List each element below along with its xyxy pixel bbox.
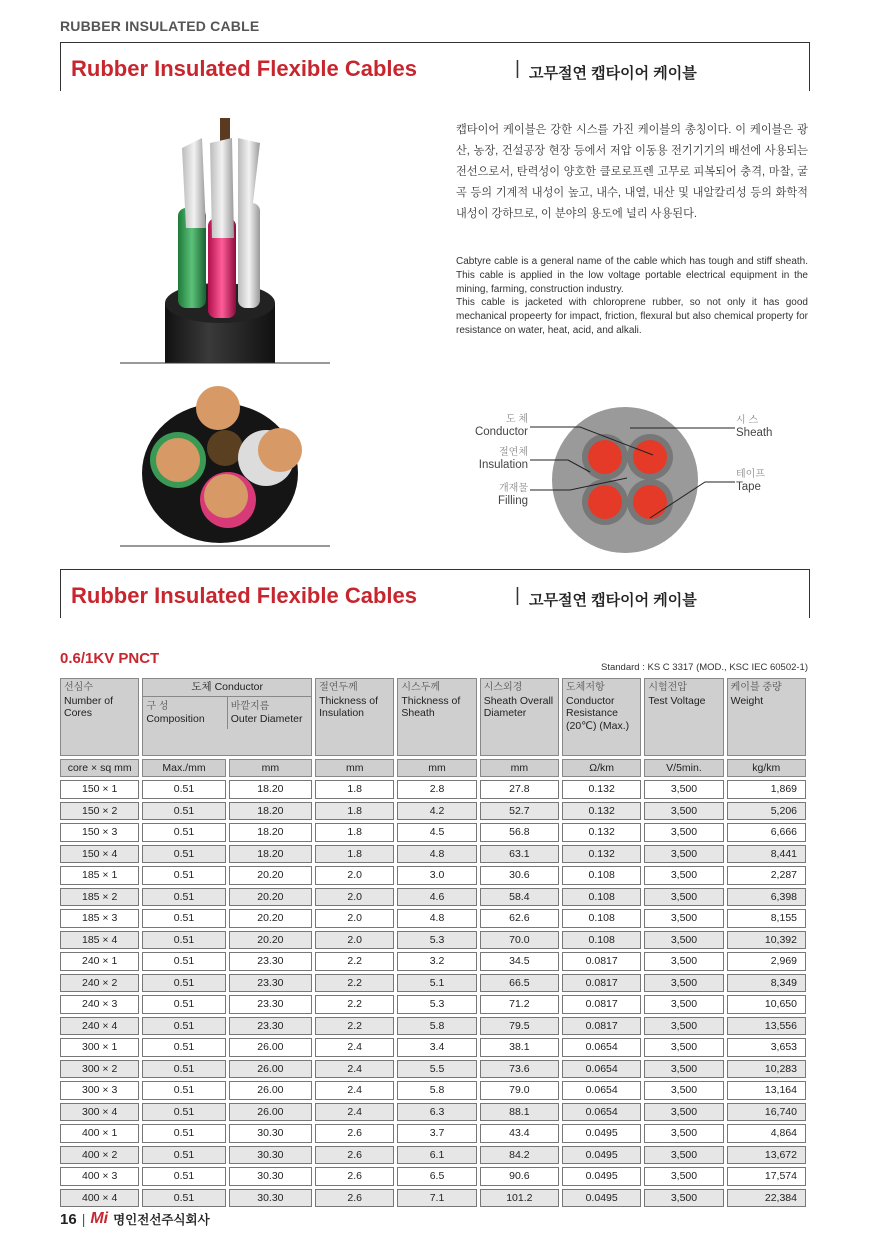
th-sheath-en: Thickness of Sheath <box>401 694 461 719</box>
table-row <box>60 909 806 928</box>
company-logo-icon: Mi <box>90 1210 109 1227</box>
table-cell: 0.0654 <box>562 1060 641 1079</box>
label-sheath <box>736 414 796 440</box>
table-cell: 4,864 <box>727 1124 806 1143</box>
table-cell: 0.51 <box>142 1017 225 1036</box>
table-cell: 0.51 <box>142 909 225 928</box>
th-composition-en: Composition <box>146 713 205 725</box>
label-insulation-ko: 절연체 <box>499 447 528 458</box>
th-conductor <box>142 678 312 756</box>
table-cell: 2.2 <box>315 974 394 993</box>
cable-photo <box>120 108 340 366</box>
table-cell: 3,500 <box>644 1146 723 1165</box>
table-cell: 18.20 <box>229 780 312 799</box>
table-cell: 185 × 4 <box>60 931 139 950</box>
title-separator: | <box>515 58 520 79</box>
table-cell: 185 × 1 <box>60 866 139 885</box>
table-row <box>60 888 806 907</box>
description-ko: 캡타이어 케이블은 강한 시스를 가진 케이블의 총칭이다. 이 케이블은 광산, 농장, 건설공장 현장 등에서 저압 이동용 전기기기의 배선에 사용되는 전선으로서, 탄력성이 양호한 클로로프렌 고무로 피복되어 충격, 마찰, 굴곡 등의 기계적 내성이 높고, 내수, 내열, 내산 및 내알칼리성 등의 화학적 내성이 강하므로, 이 분야의 용도에 널리 사용된다. <box>456 124 808 220</box>
th-overall-ko: 시스외경 <box>483 682 523 693</box>
table-cell: 0.51 <box>142 952 225 971</box>
core-conductor-3 <box>588 485 622 519</box>
table-cell: 0.51 <box>142 1103 225 1122</box>
unit-cell: V/5min. <box>644 759 723 777</box>
table-cell: 0.132 <box>562 823 641 842</box>
table-cell: 2.0 <box>315 909 394 928</box>
table-cell: 240 × 2 <box>60 974 139 993</box>
unit-cell: core × sq mm <box>60 759 139 777</box>
label-conductor-ko: 도 체 <box>505 414 528 425</box>
table-header-row <box>60 678 806 756</box>
table-cell: 3,500 <box>644 1060 723 1079</box>
table-body <box>60 780 806 1207</box>
table-cell: 90.6 <box>480 1167 559 1186</box>
table-cell: 0.0495 <box>562 1167 641 1186</box>
table-cell: 3,500 <box>644 1189 723 1208</box>
table-cell: 2.0 <box>315 931 394 950</box>
table-cell: 2.6 <box>315 1189 394 1208</box>
th-outer-ko: 바깥지름 <box>230 700 270 712</box>
table-cell: 8,349 <box>727 974 806 993</box>
table-cell: 0.0654 <box>562 1038 641 1057</box>
table-cell: 1.8 <box>315 845 394 864</box>
table-cell: 3,500 <box>644 1038 723 1057</box>
table-cell: 8,155 <box>727 909 806 928</box>
table-cell: 52.7 <box>480 802 559 821</box>
table-unit-row <box>60 759 806 777</box>
table-cell: 3.0 <box>397 866 476 885</box>
label-insulation-en: Insulation <box>478 459 528 471</box>
table-cell: 1.8 <box>315 780 394 799</box>
table-cell: 0.108 <box>562 931 641 950</box>
table-cell: 4.8 <box>397 909 476 928</box>
table-cell: 20.20 <box>229 888 312 907</box>
table-row <box>60 1103 806 1122</box>
table-cell: 0.0495 <box>562 1189 641 1208</box>
table-cell: 0.132 <box>562 845 641 864</box>
table-cell: 2.6 <box>315 1146 394 1165</box>
table-cell: 0.0495 <box>562 1124 641 1143</box>
table-cell: 0.51 <box>142 1124 225 1143</box>
table-cell: 0.0654 <box>562 1103 641 1122</box>
company-name: 명인전선주식회사 <box>113 1213 210 1227</box>
table-cell: 23.30 <box>229 995 312 1014</box>
table-cell: 3,500 <box>644 888 723 907</box>
table-cell: 150 × 4 <box>60 845 139 864</box>
table-cell: 5.8 <box>397 1081 476 1100</box>
label-tape-ko: 테이프 <box>736 469 765 480</box>
unit-cell: kg/km <box>727 759 806 777</box>
table-cell: 22,384 <box>727 1189 806 1208</box>
table-cell: 26.00 <box>229 1038 312 1057</box>
table-row <box>60 952 806 971</box>
table-cell: 0.51 <box>142 1189 225 1208</box>
th-sheath-ko: 시스두께 <box>401 682 441 693</box>
title-separator-2: | <box>515 585 520 606</box>
table-cell: 0.0817 <box>562 995 641 1014</box>
table-cell: 0.51 <box>142 1060 225 1079</box>
table-cell: 18.20 <box>229 802 312 821</box>
th-cores-ko: 선심수 <box>64 682 93 693</box>
table-cell: 185 × 3 <box>60 909 139 928</box>
table-cell: 0.108 <box>562 888 641 907</box>
table-cell: 3,500 <box>644 1081 723 1100</box>
table-cell: 30.30 <box>229 1167 312 1186</box>
table-row <box>60 1060 806 1079</box>
table-cell: 0.51 <box>142 823 225 842</box>
table-subtitle: 0.6/1KV PNCT <box>60 650 160 667</box>
table-cell: 18.20 <box>229 823 312 842</box>
table-cell: 2.4 <box>315 1081 394 1100</box>
table-cell: 23.30 <box>229 952 312 971</box>
table-cell: 0.51 <box>142 845 225 864</box>
table-row <box>60 1038 806 1057</box>
table-cell: 0.108 <box>562 909 641 928</box>
label-filling-en: Filling <box>497 495 528 507</box>
table-cell: 0.51 <box>142 866 225 885</box>
th-res-ko: 도체저항 <box>566 682 605 693</box>
table-cell: 10,283 <box>727 1060 806 1079</box>
th-volt <box>644 678 723 756</box>
th-composition-ko: 구 성 <box>146 700 169 712</box>
table-row <box>60 1146 806 1165</box>
th-cores <box>60 678 139 756</box>
table-cell: 70.0 <box>480 931 559 950</box>
table-cell: 0.51 <box>142 780 225 799</box>
table-cell: 0.51 <box>142 802 225 821</box>
description-en-2: This cable is jacketed with chloroprene rubber, so not only it has good mechanical propeerty for impact, friction, flexural but also chemical property for resistance on water, heat, acid, and alkali. <box>456 297 808 336</box>
th-volt-en: Test Voltage <box>648 694 706 707</box>
table-cell: 0.51 <box>142 1038 225 1057</box>
table-cell: 3,500 <box>644 909 723 928</box>
table-cell: 5.8 <box>397 1017 476 1036</box>
table-cell: 16,740 <box>727 1103 806 1122</box>
table-cell: 2.4 <box>315 1103 394 1122</box>
table-row <box>60 1017 806 1036</box>
th-cores-en: Number of Cores <box>64 694 114 719</box>
table-cell: 2.8 <box>397 780 476 799</box>
th-volt-ko: 시험전압 <box>648 682 687 693</box>
unit-cell: Ω/km <box>562 759 641 777</box>
table-cell: 150 × 1 <box>60 780 139 799</box>
table-cell: 4.8 <box>397 845 476 864</box>
table-cell: 2.6 <box>315 1167 394 1186</box>
table-cell: 13,164 <box>727 1081 806 1100</box>
table-row <box>60 995 806 1014</box>
table-cell: 5.3 <box>397 931 476 950</box>
table-cell: 3.4 <box>397 1038 476 1057</box>
unit-cell: mm <box>315 759 394 777</box>
table-cell: 3,500 <box>644 1017 723 1036</box>
table-cell: 400 × 3 <box>60 1167 139 1186</box>
table-cell: 2.2 <box>315 995 394 1014</box>
table-cell: 0.51 <box>142 974 225 993</box>
th-composition <box>143 697 227 729</box>
table-cell: 240 × 4 <box>60 1017 139 1036</box>
label-tape-en: Tape <box>736 481 761 493</box>
table-row <box>60 931 806 950</box>
table-cell: 7.1 <box>397 1189 476 1208</box>
table-cell: 20.20 <box>229 931 312 950</box>
label-conductor <box>470 413 528 439</box>
table-cell: 88.1 <box>480 1103 559 1122</box>
table-cell: 0.132 <box>562 780 641 799</box>
table-cell: 43.4 <box>480 1124 559 1143</box>
table-cell: 185 × 2 <box>60 888 139 907</box>
th-res-en: Conductor Resistance (20℃) (Max.) <box>566 694 630 732</box>
table-cell: 84.2 <box>480 1146 559 1165</box>
unit-cell: mm <box>397 759 476 777</box>
sheath-circle <box>552 407 698 553</box>
table-row <box>60 780 806 799</box>
footer <box>60 1210 210 1228</box>
table-cell: 38.1 <box>480 1038 559 1057</box>
table-cell: 101.2 <box>480 1189 559 1208</box>
table-cell: 150 × 2 <box>60 802 139 821</box>
th-conductor-title: 도체 Conductor <box>143 679 311 697</box>
table-cell: 30.6 <box>480 866 559 885</box>
table-cell: 18.20 <box>229 845 312 864</box>
table-cell: 17,574 <box>727 1167 806 1186</box>
table-cell: 400 × 2 <box>60 1146 139 1165</box>
unit-cell: Max./mm <box>142 759 225 777</box>
core-conductor-2 <box>633 440 667 474</box>
table-cell: 400 × 1 <box>60 1124 139 1143</box>
table-cell: 300 × 1 <box>60 1038 139 1057</box>
table-cell: 73.6 <box>480 1060 559 1079</box>
table-cell: 1.8 <box>315 802 394 821</box>
table-cell: 5.3 <box>397 995 476 1014</box>
table-row <box>60 802 806 821</box>
table-cell: 300 × 3 <box>60 1081 139 1100</box>
table-cell: 20.20 <box>229 866 312 885</box>
table-cell: 8,441 <box>727 845 806 864</box>
table-row <box>60 866 806 885</box>
table-cell: 3,500 <box>644 866 723 885</box>
description-en <box>456 255 808 338</box>
table-cell: 400 × 4 <box>60 1189 139 1208</box>
table-cell: 0.51 <box>142 931 225 950</box>
table-cell: 2.6 <box>315 1124 394 1143</box>
table-cell: 71.2 <box>480 995 559 1014</box>
label-filling-ko: 개재물 <box>499 483 528 494</box>
th-overall <box>480 678 559 756</box>
table-cell: 13,672 <box>727 1146 806 1165</box>
table-cell: 0.0817 <box>562 974 641 993</box>
table-cell: 0.51 <box>142 888 225 907</box>
table-row <box>60 1167 806 1186</box>
table-cell: 240 × 3 <box>60 995 139 1014</box>
table-row <box>60 845 806 864</box>
description-en-1: Cabtyre cable is a general name of the cable which has tough and stiff sheath. This cable is applied in the low voltage portable electrical equipment in the mining, farming, construction industry. <box>456 256 808 295</box>
table-cell: 0.51 <box>142 1167 225 1186</box>
th-outer-en: Outer Diameter <box>230 713 303 725</box>
table-cell: 6.3 <box>397 1103 476 1122</box>
table-cell: 58.4 <box>480 888 559 907</box>
unit-cell: mm <box>229 759 312 777</box>
table-cell: 30.30 <box>229 1124 312 1143</box>
th-ins-ko: 절연두께 <box>319 682 358 693</box>
label-insulation <box>470 446 528 472</box>
title-ko-2: 고무절연 캡타이어 케이블 <box>529 592 697 609</box>
table-cell: 3,500 <box>644 974 723 993</box>
table-cell: 56.8 <box>480 823 559 842</box>
th-sheath <box>397 678 476 756</box>
label-sheath-ko: 시 스 <box>736 415 759 426</box>
table-cell: 27.8 <box>480 780 559 799</box>
th-weight-ko: 케이블 중량 <box>730 682 782 693</box>
table-cell: 3,500 <box>644 1124 723 1143</box>
core-conductor-1 <box>588 440 622 474</box>
table-row <box>60 1124 806 1143</box>
th-weight-en: Weight <box>730 694 764 707</box>
table-cell: 300 × 4 <box>60 1103 139 1122</box>
table-cell: 3,500 <box>644 1103 723 1122</box>
table-cell: 2.4 <box>315 1060 394 1079</box>
table-cell: 0.51 <box>142 995 225 1014</box>
table-cell: 6,666 <box>727 823 806 842</box>
spec-table <box>57 675 809 1210</box>
table-cell: 150 × 3 <box>60 823 139 842</box>
table-cell: 20.20 <box>229 909 312 928</box>
label-tape <box>736 468 796 494</box>
footer-separator: | <box>81 1211 86 1227</box>
th-outer <box>228 697 311 729</box>
table-row <box>60 1189 806 1208</box>
table-cell: 63.1 <box>480 845 559 864</box>
standard-note: Standard : KS C 3317 (MOD., KSC IEC 60502-1) <box>601 662 808 673</box>
table-cell: 0.0817 <box>562 952 641 971</box>
table-cell: 6.5 <box>397 1167 476 1186</box>
table-cell: 79.5 <box>480 1017 559 1036</box>
table-cell: 1,869 <box>727 780 806 799</box>
th-res <box>562 678 641 756</box>
table-cell: 79.0 <box>480 1081 559 1100</box>
table-cell: 0.0654 <box>562 1081 641 1100</box>
table-cell: 26.00 <box>229 1081 312 1100</box>
table-cell: 2.0 <box>315 866 394 885</box>
table-cell: 3.2 <box>397 952 476 971</box>
table-row <box>60 1081 806 1100</box>
title-en-2: Rubber Insulated Flexible Cables <box>71 583 417 608</box>
table-cell: 5.1 <box>397 974 476 993</box>
table-row <box>60 974 806 993</box>
table-cell: 10,650 <box>727 995 806 1014</box>
section-label: RUBBER INSULATED CABLE <box>60 18 260 34</box>
label-sheath-en: Sheath <box>736 427 773 439</box>
table-cell: 26.00 <box>229 1103 312 1122</box>
table-cell: 10,392 <box>727 931 806 950</box>
table-cell: 240 × 1 <box>60 952 139 971</box>
table-cell: 2.2 <box>315 952 394 971</box>
title-ko: 고무절연 캡타이어 케이블 <box>529 65 697 82</box>
th-ins-en: Thickness of Insulation <box>319 694 379 719</box>
th-ins <box>315 678 394 756</box>
table-cell: 0.108 <box>562 866 641 885</box>
th-weight <box>727 678 806 756</box>
table-cell: 300 × 2 <box>60 1060 139 1079</box>
table-cell: 6,398 <box>727 888 806 907</box>
table-cell: 23.30 <box>229 1017 312 1036</box>
table-cell: 62.6 <box>480 909 559 928</box>
table-cell: 4.2 <box>397 802 476 821</box>
table-cell: 2.4 <box>315 1038 394 1057</box>
table-cell: 5,206 <box>727 802 806 821</box>
label-conductor-en: Conductor <box>474 426 528 438</box>
table-cell: 3,500 <box>644 845 723 864</box>
table-cell: 3,500 <box>644 802 723 821</box>
table-cell: 2.0 <box>315 888 394 907</box>
unit-cell: mm <box>480 759 559 777</box>
table-cell: 30.30 <box>229 1146 312 1165</box>
table-cell: 4.5 <box>397 823 476 842</box>
table-cell: 5.5 <box>397 1060 476 1079</box>
table-cell: 0.0495 <box>562 1146 641 1165</box>
core-conductor-4 <box>633 485 667 519</box>
title-box-bottom <box>60 569 810 618</box>
table-cell: 23.30 <box>229 974 312 993</box>
table-cell: 34.5 <box>480 952 559 971</box>
table-cell: 3.7 <box>397 1124 476 1143</box>
table-cell: 3,500 <box>644 823 723 842</box>
table-cell: 3,500 <box>644 952 723 971</box>
table-cell: 66.5 <box>480 974 559 993</box>
table-cell: 0.0817 <box>562 1017 641 1036</box>
table-cell: 3,500 <box>644 931 723 950</box>
cable-cross-section-photo <box>120 378 340 548</box>
table-cell: 2.2 <box>315 1017 394 1036</box>
table-cell: 0.51 <box>142 1081 225 1100</box>
table-cell: 0.51 <box>142 1146 225 1165</box>
table-cell: 30.30 <box>229 1189 312 1208</box>
table-cell: 2,969 <box>727 952 806 971</box>
th-overall-en: Sheath Overall Diameter <box>483 694 554 719</box>
table-cell: 3,500 <box>644 780 723 799</box>
title-en: Rubber Insulated Flexible Cables <box>71 56 417 81</box>
table-cell: 2,287 <box>727 866 806 885</box>
table-cell: 3,500 <box>644 1167 723 1186</box>
table-cell: 26.00 <box>229 1060 312 1079</box>
table-cell: 1.8 <box>315 823 394 842</box>
table-row <box>60 823 806 842</box>
table-cell: 3,653 <box>727 1038 806 1057</box>
table-cell: 0.132 <box>562 802 641 821</box>
title-box-top <box>60 42 810 91</box>
table-cell: 4.6 <box>397 888 476 907</box>
table-cell: 13,556 <box>727 1017 806 1036</box>
label-filling <box>470 482 528 508</box>
table-cell: 6.1 <box>397 1146 476 1165</box>
page-number: 16 <box>60 1210 77 1228</box>
table-cell: 3,500 <box>644 995 723 1014</box>
